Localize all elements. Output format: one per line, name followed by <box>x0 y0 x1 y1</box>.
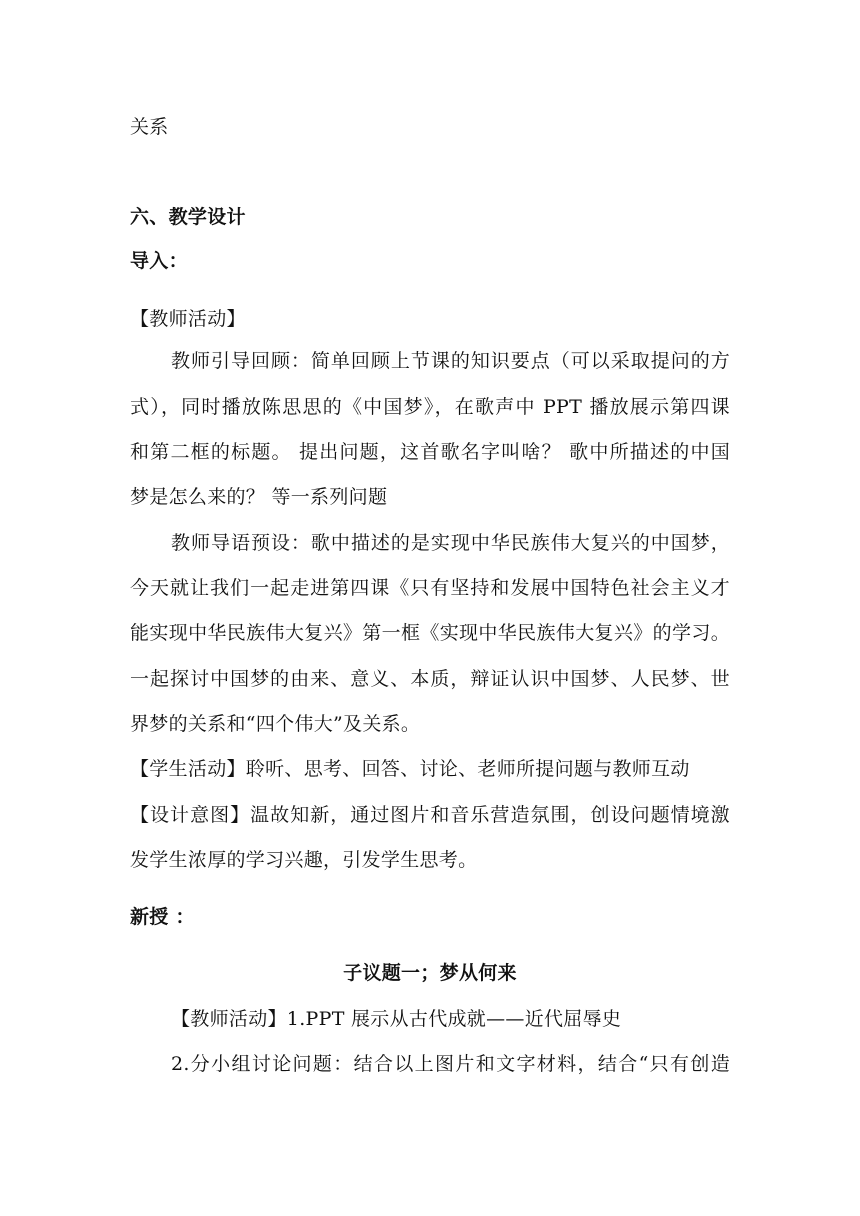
label-design-intent: 【设计意图】温故知新，通过图片和音乐营造氛围，创设问题情境激 <box>130 804 730 826</box>
label-teacher-activity: 【教师活动】 <box>130 308 246 330</box>
paragraph-line: 发学生浓厚的学习兴趣，引发学生思考。 <box>130 849 478 871</box>
paragraph-line: 能实现中华民族伟大复兴》第一框《实现中华民族伟大复兴》的学习。 <box>130 622 730 644</box>
paragraph-line: 教师导语预设：歌中描述的是实现中华民族伟大复兴的中国梦， <box>171 532 730 554</box>
paragraph-line: 教师引导回顾：简单回顾上节课的知识要点（可以采取提问的方 <box>171 350 730 372</box>
section-heading-teaching-design: 六、教学设计 <box>130 206 246 228</box>
paragraph-line: 界梦的关系和“四个伟大”及关系。 <box>130 713 421 735</box>
paragraph-line: 一起探讨中国梦的由来、意义、本质，辩证认识中国梦、人民梦、世 <box>130 668 730 690</box>
paragraph-line: 梦是怎么来的？ 等一系列问题 <box>130 486 388 508</box>
subheading-introduction: 导入： <box>130 250 188 272</box>
sub-topic-title: 子议题一；梦从何来 <box>343 962 517 984</box>
paragraph-line: 今天就让我们一起走进第四课《只有坚持和发展中国特色社会主义才 <box>130 577 730 599</box>
paragraph-line: 和第二框的标题。 提出问题，这首歌名字叫啥？ 歌中所描述的中国 <box>130 441 730 463</box>
paragraph-line: 式），同时播放陈思思的《中国梦》，在歌声中 PPT 播放展示第四课 <box>130 396 730 418</box>
text-line-continuation: 关系 <box>130 116 169 138</box>
paragraph-line: 2.分小组讨论问题：结合以上图片和文字材料，结合“只有创造 <box>171 1053 730 1075</box>
label-student-activity: 【学生活动】聆听、思考、回答、讨论、老师所提问题与教师互动 <box>130 758 690 780</box>
label-teacher-activity-2: 【教师活动】1.PPT 展示从古代成就——近代屈辱史 <box>171 1008 622 1030</box>
subheading-new-lesson: 新授 ： <box>130 906 195 928</box>
